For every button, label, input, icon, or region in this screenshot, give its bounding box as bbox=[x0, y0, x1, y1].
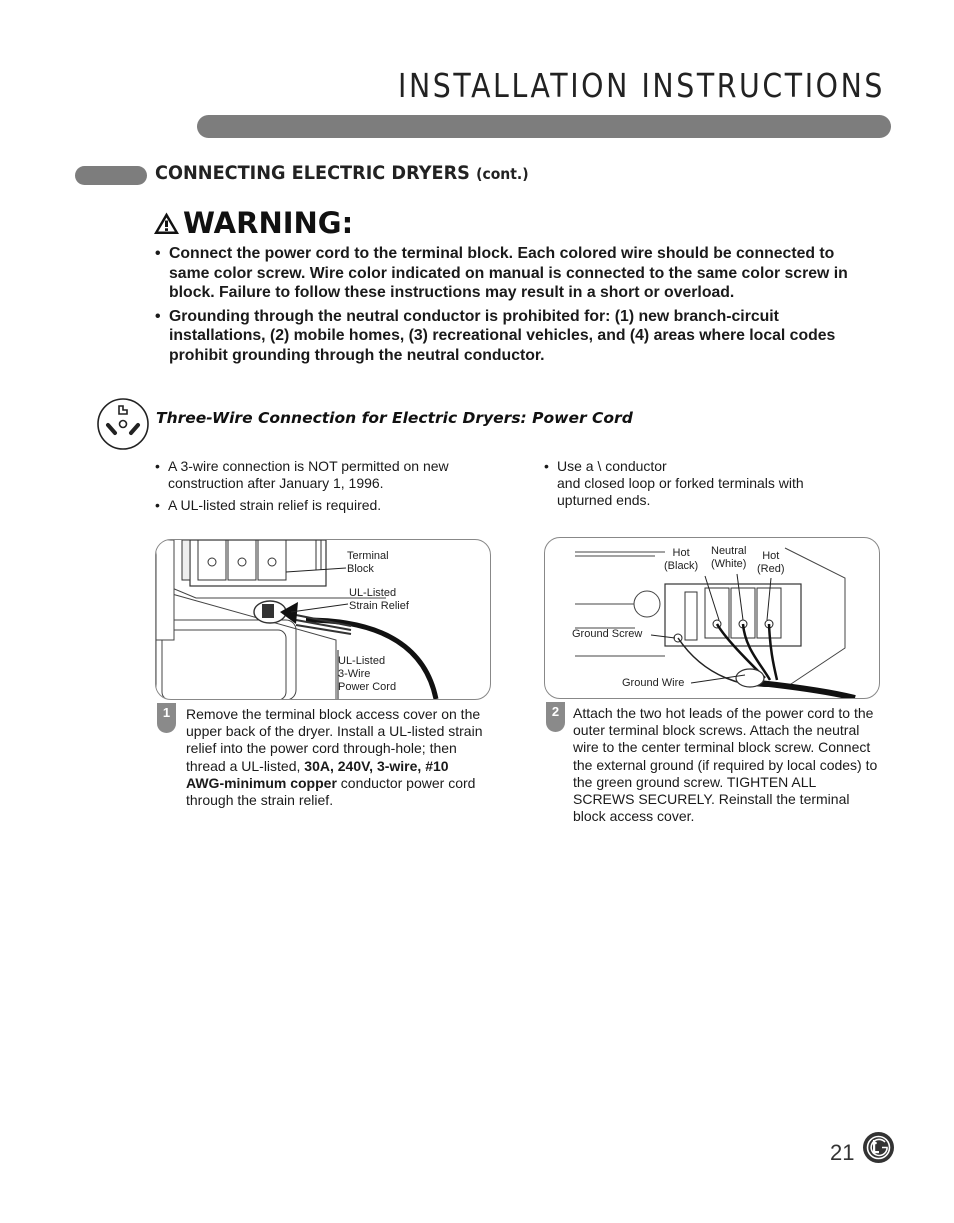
label-ground-screw: Ground Screw bbox=[572, 628, 643, 640]
label-terminal-block: Terminal Block bbox=[347, 550, 389, 575]
note-line: Use a \ conductor bbox=[557, 458, 667, 474]
three-prong-outlet-icon bbox=[96, 397, 150, 451]
section-pill bbox=[75, 166, 147, 185]
note-line: and closed loop or forked terminals with upturned ends. bbox=[557, 475, 804, 508]
section-title-text: CONNECTING ELECTRIC DRYERS bbox=[155, 162, 470, 184]
step-number-badge: 2 bbox=[546, 702, 565, 732]
page-number: 21 bbox=[830, 1140, 855, 1165]
warning-list bbox=[155, 244, 875, 370]
step-number-badge: 1 bbox=[157, 703, 176, 733]
label-neutral-white: Neutral (White) bbox=[711, 545, 747, 570]
warning-heading-text: WARNING: bbox=[183, 206, 354, 240]
section-title bbox=[155, 162, 529, 184]
label-strain-relief: UL-Listed Strain Relief bbox=[349, 587, 409, 612]
notes-right bbox=[544, 458, 844, 514]
step-2-text: Attach the two hot leads of the power cord to the outer terminal block screws. Attach the neutral wire to the center terminal block screw. Connect the external ground (if required by local codes) to the green ground screw. TIGHTEN ALL SCREWS SECURELY. Reinstall the terminal block access cover. bbox=[573, 705, 878, 825]
figure-terminal-wiring bbox=[544, 537, 880, 699]
lg-logo bbox=[862, 1131, 895, 1164]
warning-item: • Connect the power cord to the terminal block. Each colored wire should be connected to same color screw. Wire color indicated on manual is connected to the same color screw in block. Failure to follow these instructions may result in a short or overload. bbox=[155, 244, 875, 303]
label-power-cord: UL-Listed 3-Wire Power Cord bbox=[338, 655, 397, 693]
label-ground-wire: Ground Wire bbox=[622, 677, 685, 689]
warning-item: • Grounding through the neutral conductor is prohibited for: (1) new branch-circuit installations, (2) mobile homes, (3) recreational vehicles, and (4) areas where local codes prohibit grounding through the neutral conductor. bbox=[155, 307, 875, 366]
notes-left bbox=[155, 458, 500, 519]
note-item: • A 3-wire connection is NOT permitted on new construction after January 1, 1996. bbox=[155, 458, 500, 492]
note-item bbox=[544, 458, 844, 509]
warning-heading bbox=[153, 206, 353, 240]
warning-triangle-icon bbox=[153, 211, 180, 235]
label-hot-black: Hot (Black) bbox=[664, 547, 699, 572]
section-title-suffix: (cont.) bbox=[476, 165, 529, 183]
step-1-text: Remove the terminal block access cover on the upper back of the dryer. Install a UL-listed strain relief into the power cord through-hole; then thread a UL-listed, 30A, 240V, 3-wire, #10 AWG-minimum copper conductor power cord through the strain relief. bbox=[186, 706, 483, 809]
page-title: INSTALLATION INSTRUCTIONS bbox=[398, 66, 885, 105]
note-item: • A UL-listed strain relief is required. bbox=[155, 497, 500, 514]
dryer-back-illustration bbox=[156, 540, 490, 699]
subsection-title: Three-Wire Connection for Electric Dryers: Power Cord bbox=[156, 409, 633, 427]
label-hot-red: Hot (Red) bbox=[757, 550, 785, 575]
title-bar bbox=[197, 115, 891, 138]
figure-strain-relief bbox=[155, 539, 491, 700]
